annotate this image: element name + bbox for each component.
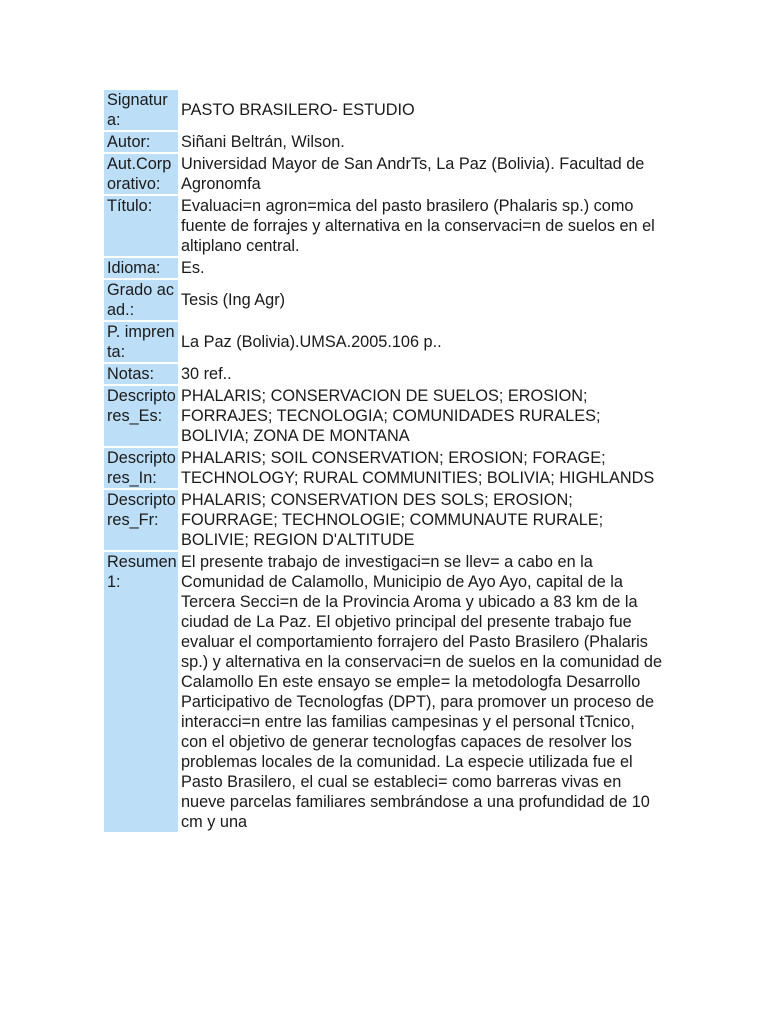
field-label: Descriptores_Es: [104, 386, 178, 446]
field-value: La Paz (Bolivia).UMSA.2005.106 p.. [181, 333, 442, 351]
record-row-descriptores-fr [104, 490, 664, 550]
field-value: Evaluaci=n agron=mica del pasto brasilero (Phalaris sp.) como fuente de forrajes y alternativa en la conservaci=n de suelos en el altiplano central. [181, 197, 655, 255]
record-row-notas [104, 364, 664, 384]
field-value: PHALARIS; SOIL CONSERVATION; EROSION; FORAGE; TECHNOLOGY; RURAL COMMUNITIES; BOLIVIA; HIGHLANDS [181, 449, 655, 487]
record-row-signatura [104, 90, 664, 130]
field-label: Autor: [104, 132, 178, 152]
record-row-descriptores-es [104, 386, 664, 446]
field-value: 30 ref.. [181, 365, 232, 383]
field-value: El presente trabajo de investigaci=n se llev= a cabo en la Comunidad de Calamollo, Municipio de Ayo Ayo, capital de la Tercera Secci=n de la Provincia Aroma y ubicado a 83 km de la ciudad de La Paz. El objetivo principal del presente trabajo fue evaluar el comportamiento forrajero del Pasto Brasilero (Phalaris sp.) y alternativa en la conservaci=n de suelos en la comunidad de Calamollo En este ensayo se emple= la metodologfa Desarrollo Participativo de Tecnologfas (DPT), para promover un proceso de interacci=n entre las familias campesinas y el personal tTcnico, con el objetivo de generar tecnologfas capaces de resolver los problemas locales de la comunidad. La especie utilizada fue el Pasto Brasilero, el cual se estableci= como barreras vivas en nueve parcelas familiares sembrándose a una profundidad de 10 cm y una [181, 553, 663, 831]
field-label: Signatura: [104, 90, 178, 130]
record-row-autor [104, 132, 664, 152]
record-row-descriptores-in [104, 448, 664, 488]
field-label: Título: [104, 196, 178, 256]
field-value: Tesis (Ing Agr) [181, 291, 286, 309]
field-label: Descriptores_Fr: [104, 490, 178, 550]
field-value: PHALARIS; CONSERVACION DE SUELOS; EROSION; FORRAJES; TECNOLOGIA; COMUNIDADES RURALES; BOLIVIA; ZONA DE MONTANA [181, 387, 601, 445]
record-row-grado-acad [104, 280, 664, 320]
bibliographic-record-table [104, 88, 664, 834]
record-row-p-imprenta [104, 322, 664, 362]
field-value: Universidad Mayor de San AndrTs, La Paz (Bolivia). Facultad de Agronomfa [181, 155, 645, 193]
field-label: Aut.Corporativo: [104, 154, 178, 194]
field-label: Resumen1: [104, 552, 178, 832]
field-label: Notas: [104, 364, 178, 384]
field-label: Grado acad.: [104, 280, 178, 320]
field-label: Idioma: [104, 258, 178, 278]
field-value: Siñani Beltrán, Wilson. [181, 133, 345, 151]
record-row-titulo [104, 196, 664, 256]
field-value: Es. [181, 259, 205, 277]
record-row-resumen [104, 552, 664, 832]
field-label: P. imprenta: [104, 322, 178, 362]
field-value: PHALARIS; CONSERVATION DES SOLS; EROSION; FOURRAGE; TECHNOLOGIE; COMMUNAUTE RURALE; BOLIVIE; REGION D'ALTITUDE [181, 491, 604, 549]
record-row-aut-corporativo [104, 154, 664, 194]
field-value: PASTO BRASILERO- ESTUDIO [181, 101, 415, 119]
field-label: Descriptores_In: [104, 448, 178, 488]
record-row-idioma [104, 258, 664, 278]
